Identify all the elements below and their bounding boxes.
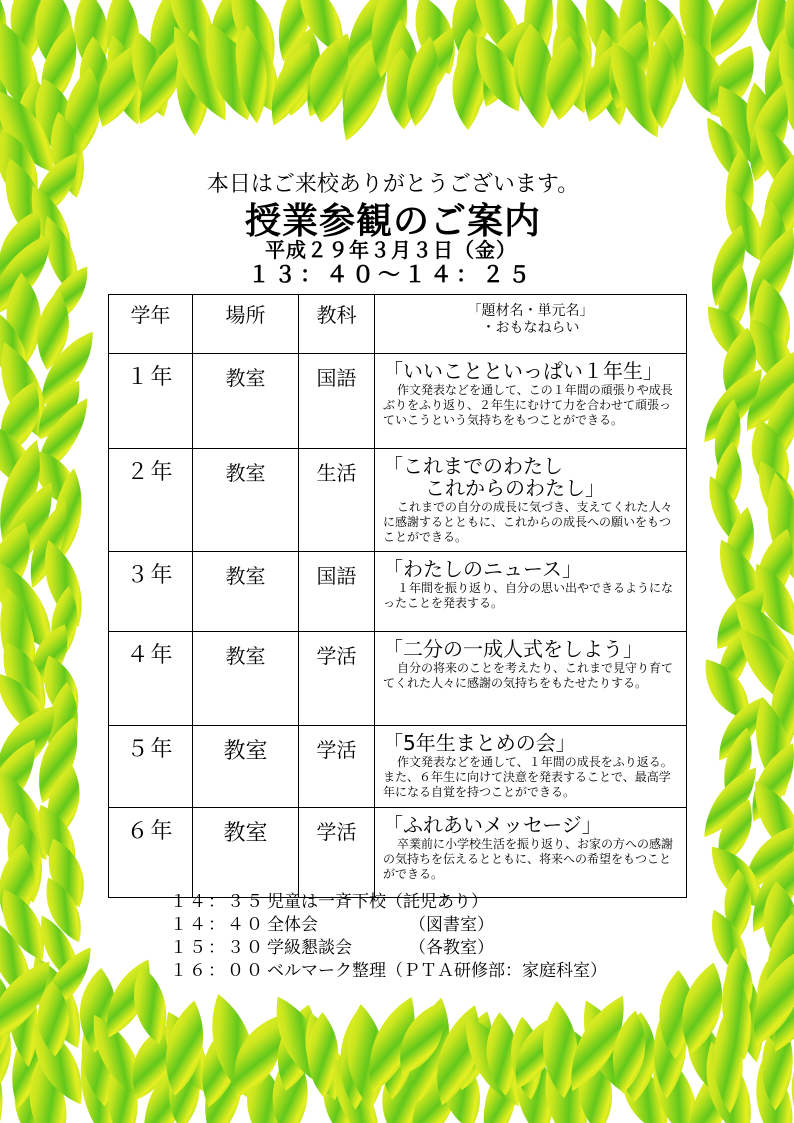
after-class-schedule — [170, 891, 607, 983]
theme-title: 「5年生まとめの会」 — [383, 731, 576, 755]
schedule-event: 全体会 — [267, 915, 318, 935]
theme-title: 「これまでのわたし — [383, 454, 563, 478]
table-row — [109, 552, 687, 632]
header-content — [375, 295, 687, 354]
table-row — [109, 449, 687, 552]
page-title: 授業参観のご案内 — [244, 201, 541, 242]
content-cell — [375, 354, 687, 449]
table-row — [109, 726, 687, 808]
place-cell: 教室 — [193, 449, 299, 552]
table-row — [109, 354, 687, 449]
place-cell: 教室 — [193, 632, 299, 726]
place-cell: 教室 — [193, 726, 299, 808]
aim-text: １年間を振り返り、自分の思い出やできるようになったことを発表する。 — [383, 581, 674, 610]
aim-text: 自分の将来のことを考えたり、これまで見守り育ててくれた人々に感謝の気持ちをもたせたりする。 — [383, 661, 674, 690]
header-subject: 教科 — [299, 295, 375, 354]
table-row — [109, 632, 687, 726]
subject-cell: 国語 — [299, 552, 375, 632]
schedule-event: 児童は一斉下校（託児あり） — [267, 892, 488, 912]
event-time: １３：４０～１４：２５ — [247, 263, 534, 288]
place-cell: 教室 — [193, 808, 299, 898]
schedule-place: （図書室） — [409, 915, 494, 935]
subject-cell: 学活 — [299, 808, 375, 898]
content-cell — [375, 449, 687, 552]
header-grade: 学年 — [109, 295, 193, 354]
class-schedule-table — [108, 294, 687, 898]
aim-text: 作文発表などを通して、この１年間の頑張りや成長ぶりをふり返り、２年生にむけて力を合わせて頑張っていこうという気持ちをもつことができる。 — [383, 383, 673, 427]
theme-title-line2: これからのわたし」 — [425, 476, 605, 500]
schedule-time: １４：３５ — [170, 892, 265, 912]
grade-cell: ６年 — [109, 808, 193, 898]
table-row — [109, 808, 687, 898]
subject-cell: 生活 — [299, 449, 375, 552]
grade-cell: ５年 — [109, 726, 193, 808]
grade-cell: １年 — [109, 354, 193, 449]
aim-text: 作文発表などを通して、１年間の成長をふり返る。また、６年生に向けて決意を発表することで、最高学年になる自覚を持つことができる。 — [383, 755, 673, 799]
subject-cell: 学活 — [299, 726, 375, 808]
grade-cell: ４年 — [109, 632, 193, 726]
schedule-item — [170, 914, 607, 937]
content-cell — [375, 552, 687, 632]
schedule-item — [170, 960, 607, 983]
subject-cell: 学活 — [299, 632, 375, 726]
place-cell: 教室 — [193, 552, 299, 632]
schedule-event: 学級懇談会 — [267, 938, 352, 958]
header-aim-label: ・おもなねらい — [481, 320, 580, 336]
theme-title: 「ふれあいメッセージ」 — [383, 813, 602, 837]
schedule-time: １６：００ — [170, 961, 265, 981]
schedule-time: １４：４０ — [170, 915, 265, 935]
theme-title: 「いいことといっぱい１年生」 — [383, 359, 663, 383]
schedule-time: １５：３０ — [170, 938, 265, 958]
schedule-place: （各教室） — [409, 938, 494, 958]
greeting-text: 本日はご来校ありがとうございます。 — [206, 172, 580, 197]
content-cell — [375, 808, 687, 898]
aim-text: 卒業前に小学校生活を振り返り、お家の方への感謝の気持ちを伝えるとともに、将来への希望をもつことができる。 — [383, 837, 674, 881]
theme-title: 「二分の一成人式をしよう」 — [383, 637, 643, 661]
header-theme-label: 「題材名・単元名」 — [467, 303, 594, 319]
schedule-event: ベルマーク整理（ＰＴＡ研修部：家庭科室） — [267, 961, 607, 981]
content-cell — [375, 726, 687, 808]
place-cell: 教室 — [193, 354, 299, 449]
table-header-row — [109, 295, 687, 354]
aim-text: これまでの自分の成長に気づき、支えてくれた人々に感謝するとともに、これからの成長への願いをもつことができる。 — [383, 500, 673, 544]
event-date: 平成２９年３月３日（金） — [265, 238, 517, 262]
grade-cell: ３年 — [109, 552, 193, 632]
content-cell — [375, 632, 687, 726]
schedule-item — [170, 891, 607, 914]
subject-cell: 国語 — [299, 354, 375, 449]
theme-title: 「わたしのニュース」 — [383, 557, 582, 581]
header-place: 場所 — [193, 295, 299, 354]
schedule-item — [170, 937, 607, 960]
grade-cell: ２年 — [109, 449, 193, 552]
